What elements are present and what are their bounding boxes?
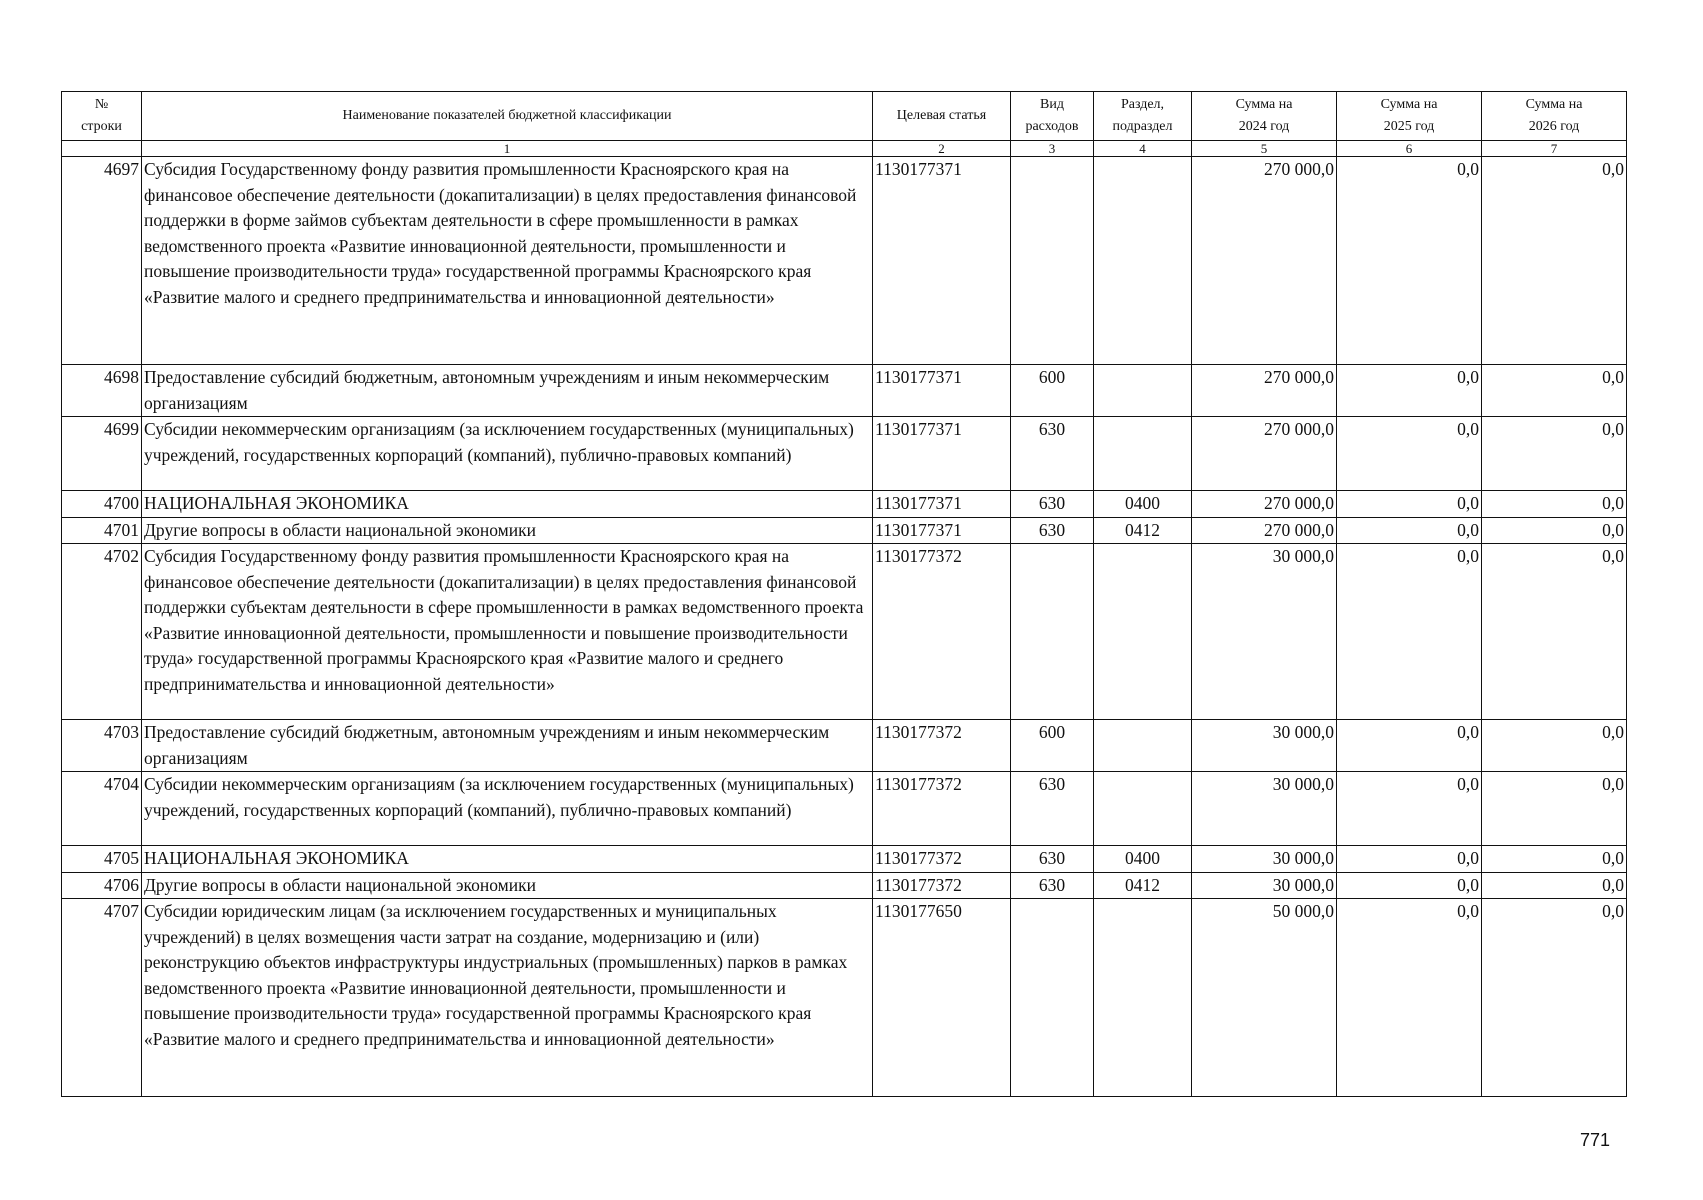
sum-2024: 50 000,0 (1192, 899, 1337, 1097)
table-row (62, 417, 1627, 491)
sum-2024: 30 000,0 (1192, 720, 1337, 772)
target-article: 1130177372 (873, 544, 1011, 720)
target-article: 1130177372 (873, 720, 1011, 772)
target-article: 1130177372 (873, 846, 1011, 873)
sum-2026: 0,0 (1482, 517, 1627, 544)
expense-type: 630 (1011, 517, 1094, 544)
row-number: 4701 (62, 517, 142, 544)
expense-type: 630 (1011, 417, 1094, 491)
target-article: 1130177372 (873, 772, 1011, 846)
expense-type: 600 (1011, 365, 1094, 417)
sum-2025: 0,0 (1337, 872, 1482, 899)
sum-2025: 0,0 (1337, 417, 1482, 491)
indicator-name: НАЦИОНАЛЬНАЯ ЭКОНОМИКА (142, 491, 873, 518)
sum-2025: 0,0 (1337, 772, 1482, 846)
header-row-number: № строки (62, 92, 142, 141)
expense-type: 630 (1011, 872, 1094, 899)
sum-2026: 0,0 (1482, 899, 1627, 1097)
expense-type: 630 (1011, 491, 1094, 518)
indicator-name: НАЦИОНАЛЬНАЯ ЭКОНОМИКА (142, 846, 873, 873)
indicator-name: Другие вопросы в области национальной экономики (142, 872, 873, 899)
column-number: 3 (1011, 141, 1094, 157)
sum-2025: 0,0 (1337, 491, 1482, 518)
expense-type: 630 (1011, 772, 1094, 846)
target-article: 1130177371 (873, 365, 1011, 417)
section-subsection (1094, 417, 1192, 491)
section-subsection: 0400 (1094, 491, 1192, 518)
section-subsection (1094, 544, 1192, 720)
sum-2025: 0,0 (1337, 365, 1482, 417)
target-article: 1130177371 (873, 517, 1011, 544)
sum-2026: 0,0 (1482, 846, 1627, 873)
header-section: Раздел, подраздел (1094, 92, 1192, 141)
sum-2026: 0,0 (1482, 872, 1627, 899)
column-number: 1 (142, 141, 873, 157)
expense-type: 600 (1011, 720, 1094, 772)
table-row (62, 491, 1627, 518)
expense-type (1011, 157, 1094, 365)
header-sum-2024: Сумма на 2024 год (1192, 92, 1337, 141)
indicator-name: Субсидии некоммерческим организациям (за исключением государственных (муниципальных) учреждений, государственных корпораций (компаний), публично-правовых компаний) (142, 772, 873, 846)
sum-2025: 0,0 (1337, 157, 1482, 365)
expense-type (1011, 544, 1094, 720)
table-row (62, 544, 1627, 720)
column-number-empty (62, 141, 142, 157)
sum-2024: 270 000,0 (1192, 365, 1337, 417)
sum-2024: 270 000,0 (1192, 517, 1337, 544)
table-row (62, 365, 1627, 417)
target-article: 1130177371 (873, 417, 1011, 491)
sum-2026: 0,0 (1482, 544, 1627, 720)
sum-2026: 0,0 (1482, 157, 1627, 365)
row-number: 4707 (62, 899, 142, 1097)
section-subsection (1094, 772, 1192, 846)
section-subsection: 0412 (1094, 872, 1192, 899)
section-subsection (1094, 899, 1192, 1097)
row-number: 4698 (62, 365, 142, 417)
row-number: 4705 (62, 846, 142, 873)
table-row (62, 899, 1627, 1097)
column-number: 2 (873, 141, 1011, 157)
section-subsection (1094, 720, 1192, 772)
indicator-name: Предоставление субсидий бюджетным, автономным учреждениям и иным некоммерческим организациям (142, 365, 873, 417)
sum-2024: 270 000,0 (1192, 417, 1337, 491)
column-number: 4 (1094, 141, 1192, 157)
expense-type (1011, 899, 1094, 1097)
indicator-name: Субсидия Государственному фонду развития промышленности Красноярского края на финансовое обеспечение деятельности (докапитализации) в целях предоставления финансовой поддержки в форме займов субъектам деятельности в сфере промышленности в рамках ведомственного проекта «Развитие инновационной деятельности, промышленности и повышение производительности труда» государственной программы Красноярского края «Развитие малого и среднего предпринимательства и инновационной деятельности» (142, 157, 873, 365)
table-row (62, 720, 1627, 772)
budget-table (61, 91, 1627, 1097)
table-row (62, 872, 1627, 899)
sum-2024: 30 000,0 (1192, 872, 1337, 899)
sum-2024: 30 000,0 (1192, 772, 1337, 846)
table-row (62, 517, 1627, 544)
header-sum-2026: Сумма на 2026 год (1482, 92, 1627, 141)
row-number: 4704 (62, 772, 142, 846)
page-number: 771 (1580, 1130, 1611, 1150)
indicator-name: Субсидии некоммерческим организациям (за исключением государственных (муниципальных) учреждений, государственных корпораций (компаний), публично-правовых компаний) (142, 417, 873, 491)
section-subsection (1094, 157, 1192, 365)
sum-2024: 270 000,0 (1192, 491, 1337, 518)
sum-2026: 0,0 (1482, 417, 1627, 491)
row-number: 4706 (62, 872, 142, 899)
sum-2024: 30 000,0 (1192, 846, 1337, 873)
target-article: 1130177650 (873, 899, 1011, 1097)
row-number: 4700 (62, 491, 142, 518)
section-subsection: 0400 (1094, 846, 1192, 873)
section-subsection: 0412 (1094, 517, 1192, 544)
indicator-name: Субсидия Государственному фонду развития промышленности Красноярского края на финансовое обеспечение деятельности (докапитализации) в целях предоставления финансовой поддержки субъектам деятельности в сфере промышленности в рамках ведомственного проекта «Развитие инновационной деятельности, промышленности и повышение производительности труда» государственной программы Красноярского края «Развитие малого и среднего предпринимательства и инновационной деятельности» (142, 544, 873, 720)
header-target-article: Целевая статья (873, 92, 1011, 141)
sum-2026: 0,0 (1482, 365, 1627, 417)
column-number: 6 (1337, 141, 1482, 157)
sum-2025: 0,0 (1337, 544, 1482, 720)
sum-2025: 0,0 (1337, 846, 1482, 873)
table-row (62, 157, 1627, 365)
row-number: 4702 (62, 544, 142, 720)
row-number: 4703 (62, 720, 142, 772)
sum-2026: 0,0 (1482, 772, 1627, 846)
sum-2026: 0,0 (1482, 491, 1627, 518)
header-row (62, 92, 1627, 141)
target-article: 1130177371 (873, 157, 1011, 365)
sum-2025: 0,0 (1337, 899, 1482, 1097)
sum-2026: 0,0 (1482, 720, 1627, 772)
sum-2025: 0,0 (1337, 517, 1482, 544)
header-expense-type: Вид расходов (1011, 92, 1094, 141)
sum-2025: 0,0 (1337, 720, 1482, 772)
header-name: Наименование показателей бюджетной классификации (142, 92, 873, 141)
indicator-name: Другие вопросы в области национальной экономики (142, 517, 873, 544)
sum-2024: 30 000,0 (1192, 544, 1337, 720)
sum-2024: 270 000,0 (1192, 157, 1337, 365)
expense-type: 630 (1011, 846, 1094, 873)
target-article: 1130177371 (873, 491, 1011, 518)
header-sum-2025: Сумма на 2025 год (1337, 92, 1482, 141)
row-number: 4699 (62, 417, 142, 491)
indicator-name: Предоставление субсидий бюджетным, автономным учреждениям и иным некоммерческим организациям (142, 720, 873, 772)
row-number: 4697 (62, 157, 142, 365)
column-number: 7 (1482, 141, 1627, 157)
column-number-row (62, 141, 1627, 157)
section-subsection (1094, 365, 1192, 417)
target-article: 1130177372 (873, 872, 1011, 899)
table-row (62, 772, 1627, 846)
indicator-name: Субсидии юридическим лицам (за исключением государственных и муниципальных учреждений) в целях возмещения части затрат на создание, модернизацию и (или) реконструкцию объектов инфраструктуры индустриальных (промышленных) парков в рамках ведомственного проекта «Развитие инновационной деятельности, промышленности и повышение производительности труда» государственной программы Красноярского края «Развитие малого и среднего предпринимательства и инновационной деятельности» (142, 899, 873, 1097)
table-row (62, 846, 1627, 873)
column-number: 5 (1192, 141, 1337, 157)
table-body (62, 157, 1627, 1097)
